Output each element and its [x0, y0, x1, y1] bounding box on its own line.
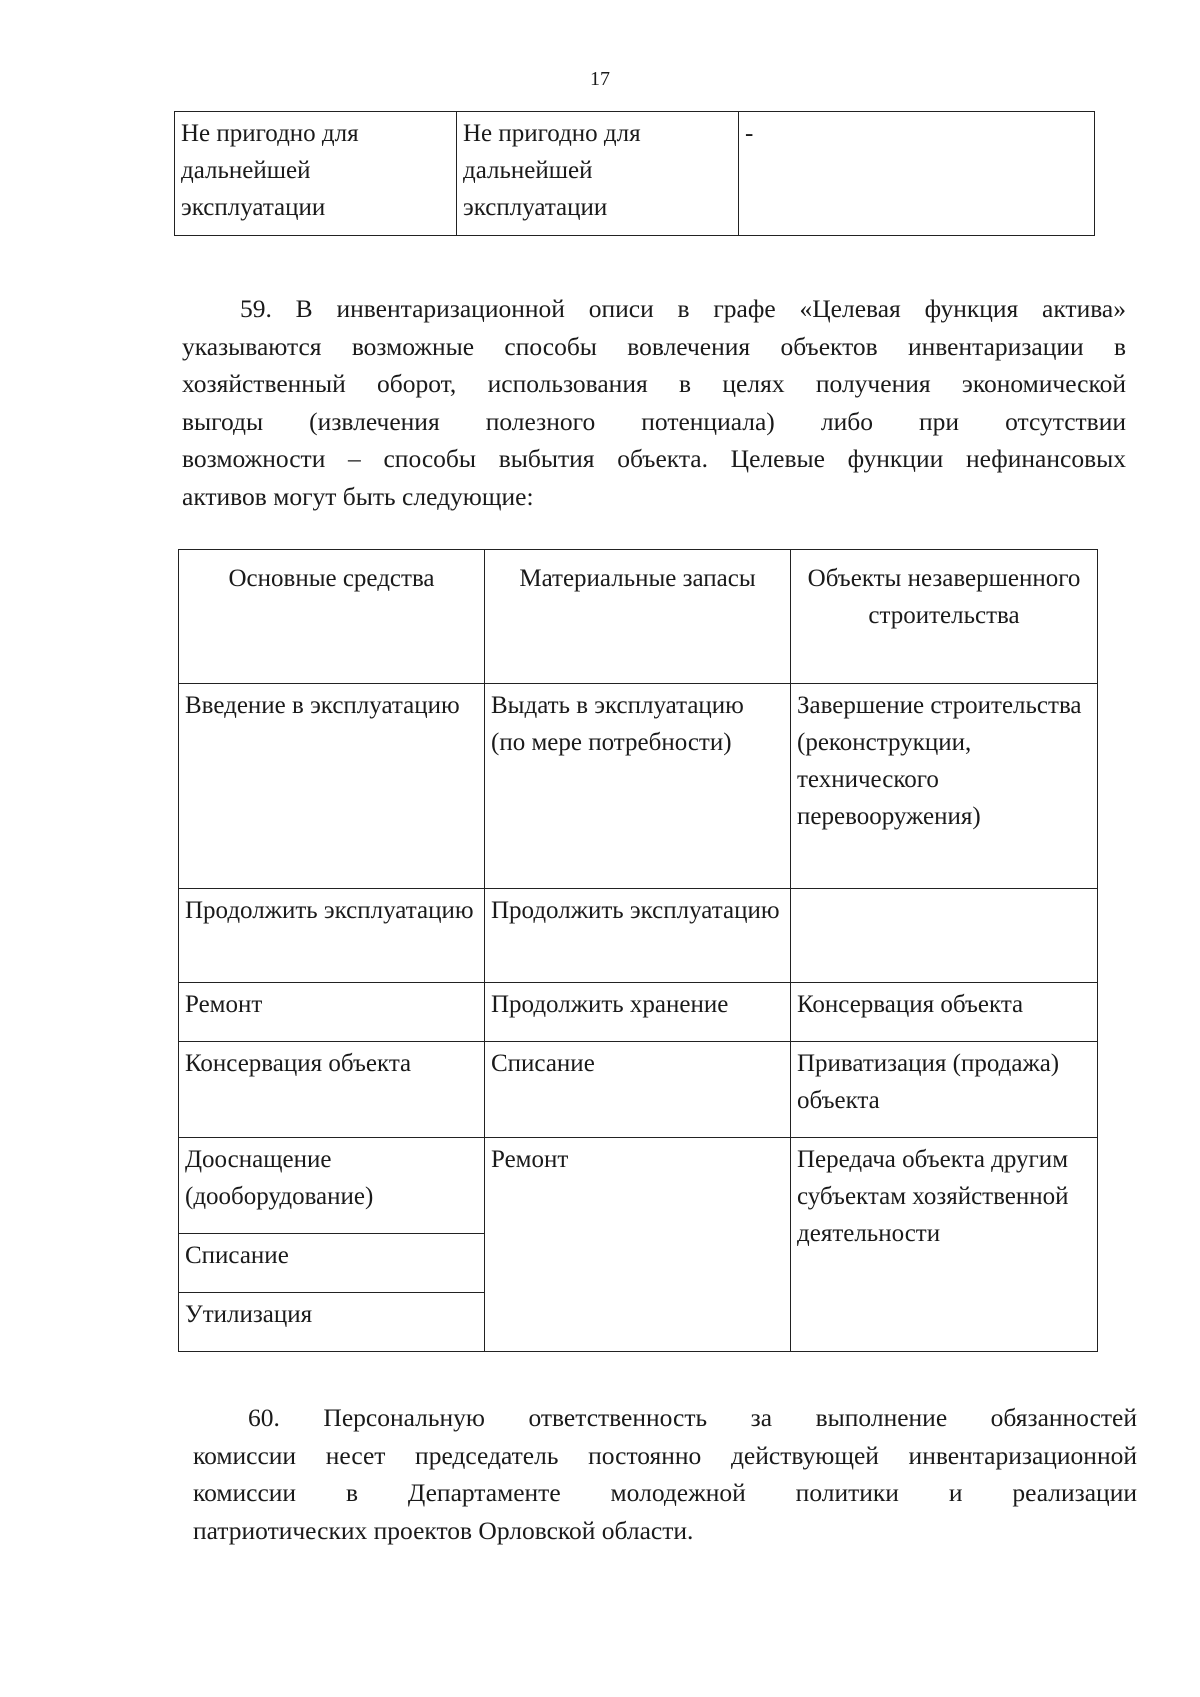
paragraph-line: комиссии в Департаменте молодежной политики и реализации	[193, 1478, 1137, 1507]
table-cell: -	[739, 112, 1095, 236]
table-cell: Не пригодно для дальнейшей эксплуатации	[175, 112, 457, 236]
table-cell	[791, 889, 1098, 983]
table-cell: Выдать в эксплуатацию (по мере потребности)	[485, 684, 791, 889]
table-cell: Приватизация (продажа) объекта	[791, 1042, 1098, 1138]
table-cell: Введение в эксплуатацию	[179, 684, 485, 889]
table-row	[179, 983, 1098, 1042]
table-row	[179, 1042, 1098, 1138]
table-cell: Консервация объекта	[791, 983, 1098, 1042]
paragraph-line: 60. Персональную ответственность за выполнение обязанностей	[248, 1403, 1137, 1432]
paragraph-60	[193, 1399, 1137, 1549]
header-cell: Основные средства	[179, 550, 485, 684]
table-cell: Консервация объекта	[179, 1042, 485, 1138]
paragraph-line: возможности – способы выбытия объекта. Целевые функции нефинансовых	[182, 444, 1126, 473]
table-cell: Списание	[179, 1234, 485, 1293]
header-cell: Объекты незавершенного строительства	[791, 550, 1098, 684]
table-cell: Завершение строительства (реконструкции, технического перевооружения)	[791, 684, 1098, 889]
table-cell: Утилизация	[179, 1293, 485, 1352]
table-cell: Списание	[485, 1042, 791, 1138]
table-row	[175, 112, 1095, 236]
table-cell: Ремонт	[179, 983, 485, 1042]
table-cell: Дооснащение (дооборудование)	[179, 1138, 485, 1234]
paragraph-line: патриотических проектов Орловской области.	[193, 1515, 694, 1545]
table-cell: Продолжить эксплуатацию	[485, 889, 791, 983]
paragraph-59	[182, 290, 1126, 515]
table-header-row	[179, 550, 1098, 684]
header-cell: Материальные запасы	[485, 550, 791, 684]
continuation-table	[174, 111, 1095, 236]
table-cell: Ремонт	[485, 1138, 791, 1352]
table-row	[179, 684, 1098, 889]
table-cell: Не пригодно для дальнейшей эксплуатации	[457, 112, 739, 236]
table-row	[179, 889, 1098, 983]
page-number: 17	[590, 68, 610, 90]
paragraph-line: указываются возможные способы вовлечения объектов инвентаризации в	[182, 331, 1126, 361]
asset-functions-table	[178, 549, 1098, 1352]
table-row	[179, 1138, 1098, 1234]
paragraph-line: 59. В инвентаризационной описи в графе «Целевая функция актива»	[240, 294, 1126, 323]
table-cell: Продолжить эксплуатацию	[179, 889, 485, 983]
table-cell: Передача объекта другим субъектам хозяйственной деятельности	[791, 1138, 1098, 1352]
table-cell: Продолжить хранение	[485, 983, 791, 1042]
paragraph-line: комиссии несет председатель постоянно действующей инвентаризационной	[193, 1440, 1137, 1470]
paragraph-line: выгоды (извлечения полезного потенциала) либо при отсутствии	[182, 406, 1126, 436]
paragraph-line: хозяйственный оборот, использования в целях получения экономической	[182, 369, 1126, 398]
paragraph-line: активов могут быть следующие:	[182, 481, 534, 511]
